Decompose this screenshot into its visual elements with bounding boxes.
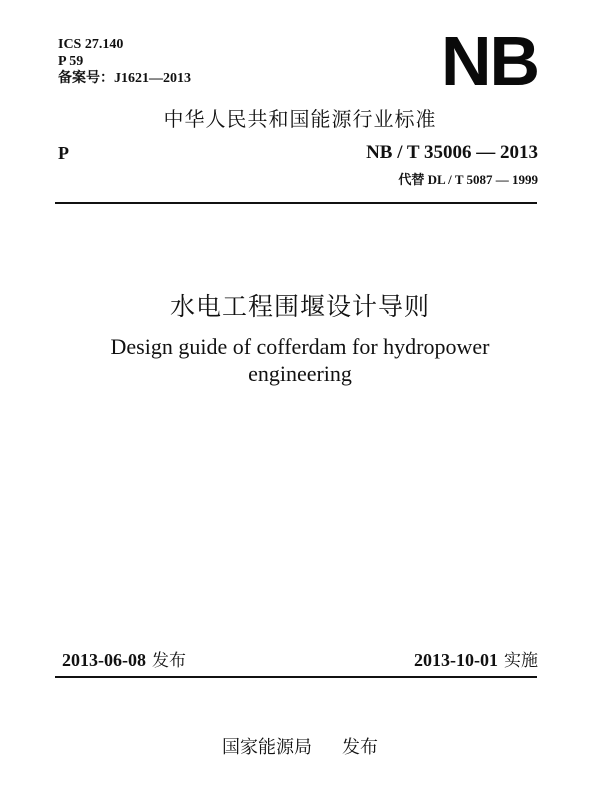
standard-number: NB / T 35006 — 2013 (366, 142, 538, 163)
ics-code: ICS 27.140 (58, 37, 124, 52)
english-title-line-1: Design guide of cofferdam for hydropower (110, 334, 490, 359)
issuer-name: 国家能源局 (222, 737, 312, 758)
issue-label: 发布 (152, 651, 186, 671)
implementation-label: 实施 (504, 651, 538, 671)
standard-category: 中华人民共和国能源行业标准 (163, 107, 437, 131)
document-title-english (60, 333, 540, 387)
implementation-date: 2013-10-01 (414, 650, 498, 670)
classification-block (58, 36, 191, 87)
top-divider (55, 202, 537, 204)
record-number: 备案号：J1621—2013 (58, 71, 191, 86)
nb-logo: NB (441, 22, 539, 100)
issue-date: 2013-06-08 (62, 650, 146, 670)
p-classification: P 59 (58, 54, 84, 69)
replaces-standard: 代替 DL / T 5087 — 1999 (398, 172, 538, 187)
english-title-line-2: engineering (248, 361, 352, 386)
issued-label: 发布 (342, 737, 378, 758)
issue-date-block (62, 646, 186, 671)
p-code: P (58, 143, 69, 163)
publisher-line (0, 733, 600, 759)
document-title-chinese: 水电工程围堰设计导则 (169, 292, 430, 321)
implementation-date-block (414, 646, 538, 671)
bottom-divider (55, 676, 537, 678)
